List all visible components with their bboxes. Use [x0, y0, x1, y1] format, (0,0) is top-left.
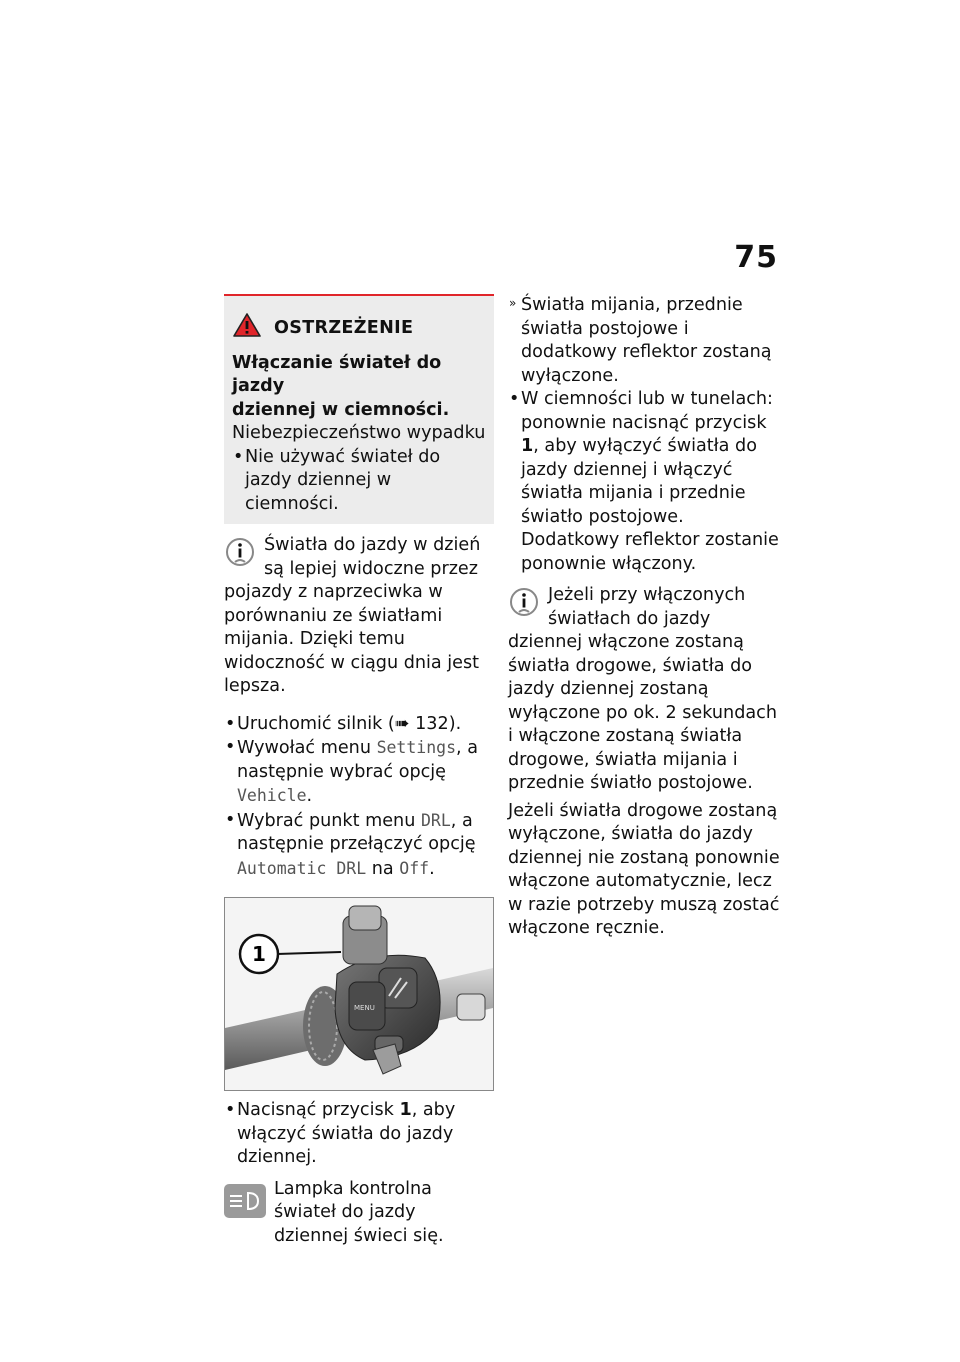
info-text: Światła do jazdy w dzień są lepiej widoczne przez pojazdy z naprzeciwka w porównaniu ze światłami mijania. Dzięki temu widoczność w ciągu dnia jest lepsza. — [224, 535, 481, 696]
warning-text: Niebezpieczeństwo wypadku — [232, 423, 486, 443]
menu-button-label: MENU — [354, 1004, 375, 1012]
warning-heading-1: Włączanie świateł do jazdy — [232, 352, 442, 396]
menu-settings: Settings — [376, 738, 457, 757]
steps-list — [224, 713, 494, 882]
right-column — [508, 294, 780, 941]
warning-title: OSTRZEŻENIE — [274, 318, 414, 338]
handlebar-figure — [224, 897, 494, 1091]
lamp-text: Lampka kontrolna świateł do jazdy dziennej świeci się. — [274, 1178, 444, 1246]
tunnel-bullet: • W ciemności lub w tunelach: ponownie nacisnąć przycisk 1, aby wyłączyć światła do jazdy dziennej i włączyć światła mijania i przednie światło postojowe. Dodatkowy reflektor zostanie ponownie włączony. — [508, 388, 780, 576]
button-number: 1 — [399, 1100, 412, 1120]
page-number: 75 — [734, 240, 778, 275]
warning-bullet: • Nie używać świateł do jazdy dziennej w ciemności. — [232, 446, 486, 517]
step-start-engine: • Uruchomić silnik (➠ 132). — [224, 713, 494, 737]
daytime-running-light-indicator-icon — [224, 1184, 266, 1226]
result-item: » Światła mijania, przednie światła postojowe i dodatkowy reflektor zostaną wyłączone. — [508, 294, 780, 388]
warning-box — [224, 294, 494, 524]
step-press-button: • Nacisnąć przycisk 1, aby włączyć światła do jazdy dziennej. — [224, 1099, 494, 1170]
info-block-right — [508, 584, 780, 796]
menu-drl: DRL — [420, 810, 451, 830]
callout-number: 1 — [252, 942, 266, 966]
paragraph-high-beam: Jeżeli światła drogowe zostaną wyłączone, światła do jazdy dziennej nie zostaną ponownie włączone automatycznie, lecz w razie potrzeby muszą zostać włączone ręcznie. — [508, 800, 780, 938]
option-automatic-drl: Automatic DRL — [237, 858, 367, 878]
info-icon — [224, 536, 256, 576]
warning-heading-2: dziennej w ciemności. — [232, 399, 450, 420]
page-reference[interactable]: ➠ 132 — [394, 713, 449, 734]
step-drl-menu: • Wybrać punkt menu DRL, a następnie przełączyć opcję Automatic DRL na Off. — [224, 809, 494, 882]
option-vehicle: Vehicle — [237, 786, 307, 805]
warning-triangle-icon — [232, 312, 262, 346]
info-text-right: Jeżeli przy włączonych światłach do jazdy dziennej włączone zostaną światła drogowe, światła do jazdy dziennej zostaną wyłączone po ok. 2 sekundach i włączone zostaną światła drogowe, światła mijania i przednie światło postojowe. — [508, 585, 777, 793]
info-icon — [508, 586, 540, 626]
info-block — [224, 534, 494, 699]
handlebar-switch-illustration — [225, 898, 493, 1090]
left-column — [224, 294, 494, 1252]
value-off: Off — [399, 858, 430, 878]
step-open-settings: • Wywołać menu Settings, a następnie wybrać opcję Vehicle. — [224, 736, 494, 809]
lamp-block — [224, 1178, 494, 1249]
button-number-right: 1 — [521, 436, 534, 456]
